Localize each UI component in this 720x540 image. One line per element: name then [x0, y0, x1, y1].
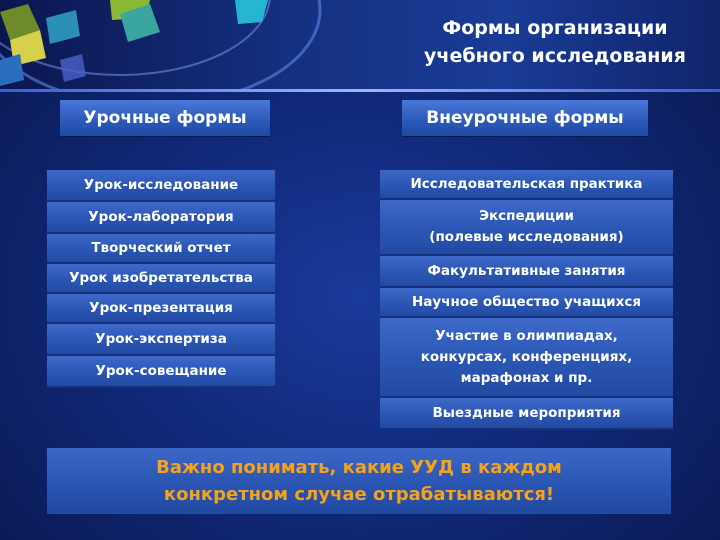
list-item-right: Факультативные занятия	[380, 256, 673, 288]
list-item-left: Урок изобретательства	[47, 264, 275, 294]
list-item-left: Урок-презентация	[47, 294, 275, 324]
list-item-right: Исследовательская практика	[380, 170, 673, 200]
list-item-right: Выездные мероприятия	[380, 398, 673, 430]
list-item-right: Участие в олимпиадах, конкурсах, конференциях, марафонах и пр.	[380, 318, 673, 398]
list-item-left: Урок-совещание	[47, 356, 275, 388]
list-item-right: Экспедиции (полевые исследования)	[380, 200, 673, 256]
important-note: Важно понимать, какие УУД в каждом конкретном случае отрабатываются!	[47, 448, 671, 514]
list-item-right: Научное общество учащихся	[380, 288, 673, 318]
decorative-cubes-icon	[0, 0, 330, 92]
list-item-left: Урок-лаборатория	[47, 202, 275, 234]
header-lesson-forms: Урочные формы	[60, 100, 270, 136]
page-title: Формы организации учебного исследования	[424, 17, 686, 67]
list-item-left: Творческий отчет	[47, 234, 275, 264]
list-item-left: Урок-исследование	[47, 170, 275, 202]
header-extracurricular-forms: Внеурочные формы	[402, 100, 648, 136]
list-item-left: Урок-экспертиза	[47, 324, 275, 356]
title-band	[0, 0, 720, 92]
